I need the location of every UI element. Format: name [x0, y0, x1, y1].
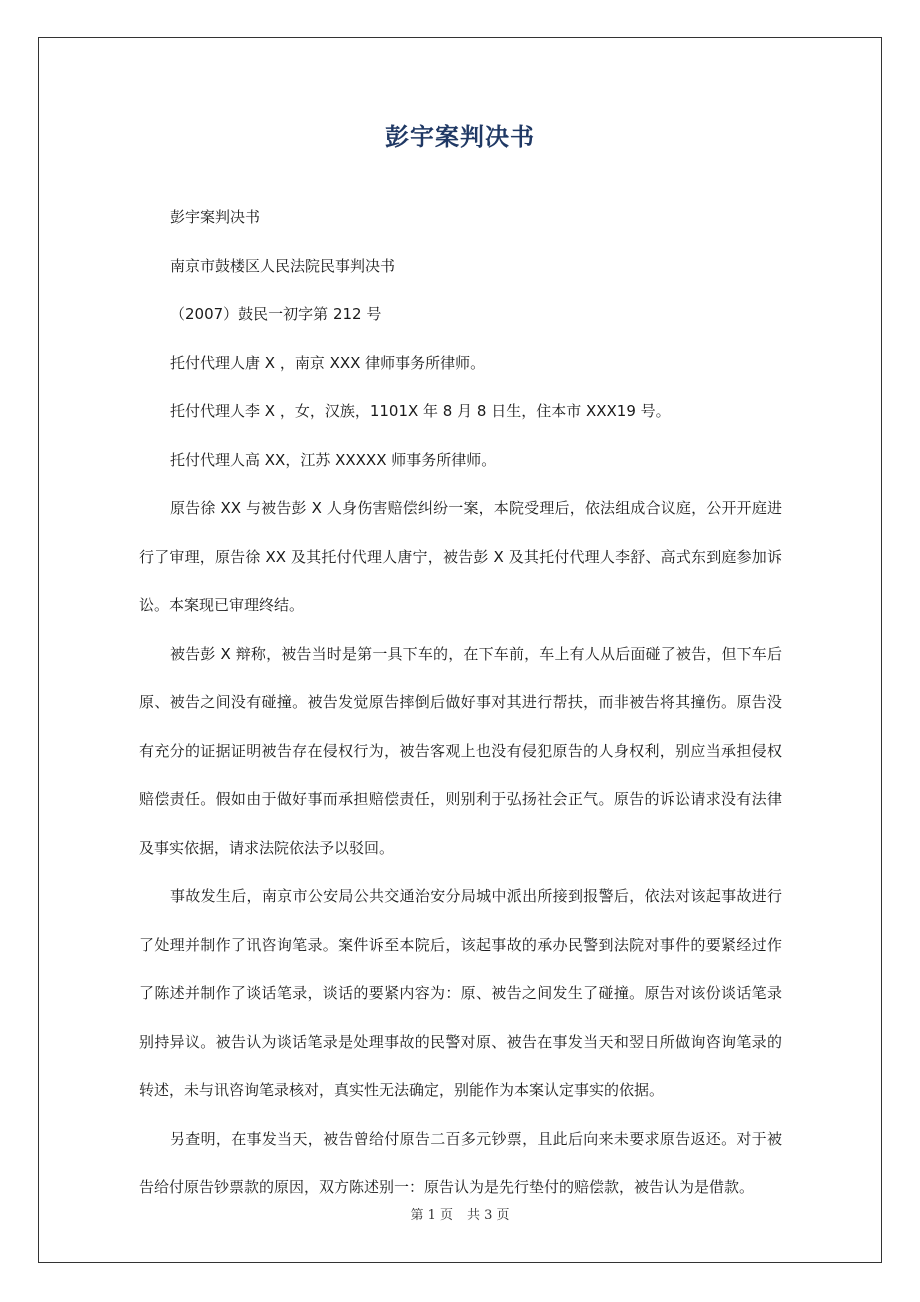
document-title: 彭宇案判决书: [385, 123, 535, 151]
paragraph-case-summary: 原告徐 XX 与被告彭 X 人身伤害赔偿纠纷一案，本院受理后，依法组成合议庭，公开开庭进行了审理，原告徐 XX 及其托付代理人唐宁，被告彭 X 及其托付代理人李舒、高式东到庭参加诉讼。本案现已审理终结。: [139, 499, 782, 614]
paragraph-agent-gao: 托付代理人高 XX，江苏 XXXXX 师事务所律师。: [170, 450, 497, 469]
paragraph-heading-repeat: 彭宇案判决书: [170, 208, 261, 226]
paragraph-accident-record: 事故发生后，南京市公安局公共交通治安分局城中派出所接到报警后，依法对该起事故进行了处理并制作了讯咨询笔录。案件诉至本院后，该起事故的承办民警到法院对事件的要紧经过作了陈述并制作了谈话笔录，谈话的要紧内容为：原、被告之间发生了碰撞。原告对该份谈话笔录别持异议。被告认为谈话笔录是处理事故的民警对原、被告在事发当天和翌日所做询咨询笔录的转述，未与讯咨询笔录核对，真实性无法确定，别能作为本案认定事实的依据。: [139, 887, 782, 1099]
page-number: 第 1 页: [410, 1208, 453, 1223]
document-body: [139, 193, 782, 1212]
paragraph-agent-tang: 托付代理人唐 X ，南京 XXX 律师事务所律师。: [170, 353, 486, 372]
page-footer: [0, 1206, 920, 1226]
page-total: 共 3 页: [467, 1208, 510, 1223]
paragraph-case-number: （2007）鼓民一初字第 212 号: [170, 305, 382, 323]
paragraph-defendant-argument: 被告彭 X 辩称，被告当时是第一具下车的，在下车前，车上有人从后面碰了被告，但下车后原、被告之间没有碰撞。被告发觉原告摔倒后做好事对其进行帮扶，而非被告将其撞伤。原告没有充分的证据证明被告存在侵权行为，被告客观上也没有侵犯原告的人身权利，别应当承担侵权赔偿责任。假如由于做好事而承担赔偿责任，则别利于弘扬社会正气。原告的诉讼请求没有法律及事实依据，请求法院依法予以驳回。: [139, 644, 782, 857]
paragraph-further-findings: 另查明，在事发当天，被告曾给付原告二百多元钞票，且此后向来未要求原告返还。对于被告给付原告钞票款的原因，双方陈述别一：原告认为是先行垫付的赔偿款，被告认为是借款。: [139, 1129, 782, 1196]
paragraph-court-name: 南京市鼓楼区人民法院民事判决书: [170, 256, 396, 275]
paragraph-agent-li: 托付代理人李 X ，女，汉族，1101X 年 8 月 8 日生，住本市 XXX19 号。: [170, 402, 671, 420]
